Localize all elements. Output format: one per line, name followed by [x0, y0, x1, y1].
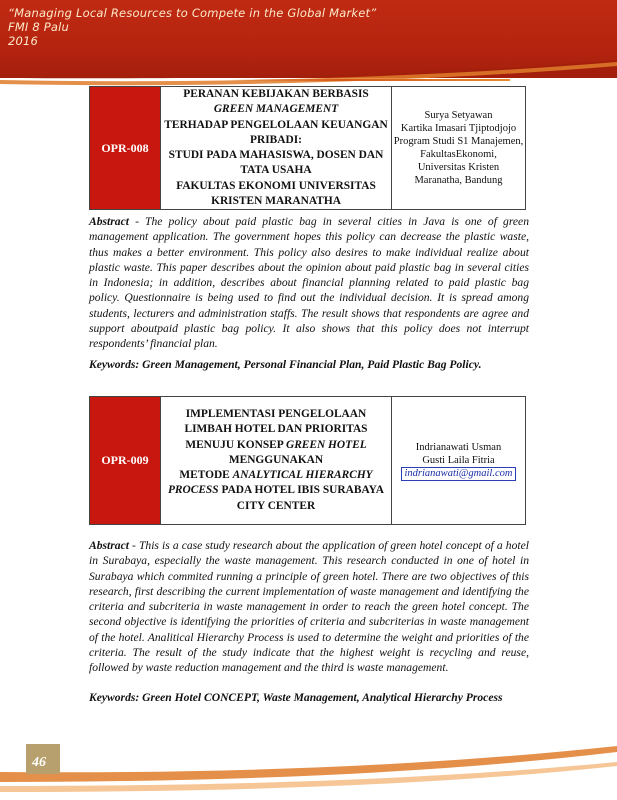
conference-header [8, 6, 376, 48]
author-name: Indrianawati Usman [415, 441, 502, 453]
abstract-label: Abstract [89, 539, 129, 552]
abstract-label: Abstract [89, 215, 129, 228]
abstract-paragraph [89, 538, 529, 676]
abstract-paragraph [89, 214, 529, 352]
author-affiliation: Program Studi S1 Manajemen, [393, 136, 524, 148]
keywords-line: Keywords: Green Management, Personal Financial Plan, Paid Plastic Bag Policy. [89, 358, 482, 371]
author-name: Surya Setyawan [424, 110, 493, 122]
page-number: 46 [32, 755, 46, 770]
author-name: Kartika Imasari Tjiptodjojo [400, 123, 517, 135]
author-affiliation: FakultasEkonomi, [420, 149, 497, 161]
paper-code: OPR-009 [90, 397, 161, 525]
paper-title: PERANAN KEBIJAKAN BERBASIS GREEN MANAGEMENT TERHADAP PENGELOLAAN KEUANGAN PRIBADI: STUDI PADA MAHASISWA, DOSEN DAN TATA USAHA FAKULTAS EKONOMI UNIVERSITAS KRISTEN MARANATHA [161, 87, 392, 210]
conference-theme: “Managing Local Resources to Compete in the Global Market” [8, 6, 377, 20]
abstract-text: - The policy about paid plastic bag in several cities in Java is one of green management application. The government hopes this policy can decrease the plastic waste, thus makes a better environment. This policy also desires to make individual realize about plastic waste. This paper describes about the opinion about paid plastic bag in several cities in Indonesia; in addition, describes about financial planning related to paid plastic bag policy. Questionnaire is being used to find out the individual decision. It is spread among students, lecturers and administration staffs. The result shows that respondents are agree and support aboutpaid plastic bag policy. It also shows that this policy does not interrupt respondents’ financial plan. [89, 215, 529, 351]
conference-name: FMI 8 Palu [8, 20, 70, 34]
author-name: Gusti Laila Fitria [422, 454, 495, 466]
paper-entry-table [89, 86, 526, 210]
paper-code: OPR-008 [90, 87, 161, 210]
paper-title: IMPLEMENTASI PENGELOLAAN LIMBAH HOTEL DAN PRIORITAS MENUJU KONSEP GREEN HOTEL MENGGUNAKAN METODE ANALYTICAL HIERARCHY PROCESS PADA HOTEL IBIS SURABAYA CITY CENTER [161, 397, 392, 525]
author-email-link[interactable]: indrianawati@gmail.com [401, 467, 517, 481]
conference-year: 2016 [8, 34, 39, 48]
paper-authors [392, 397, 526, 525]
footer-swoosh [0, 730, 617, 800]
paper-entry-table [89, 396, 526, 525]
abstract-text: - This is a case study research about the application of green hotel concept of a hotel in Surabaya, especially the waste management. This research conducted in one of hotel in Surabaya which commited running a principle of green hotel. There are two objectives of this research, first describing the current implementation of waste management and identifying the criteria and subcriteria in waste management in order to reach the green hotel concept. The second objective is identifying the priorities of criteria and subcriterias in waste management of the hotel. Analitical Hierarchy Process is used to determine the weight and priorities of the criteria. The result of the study indicate that the highest weight is recycling and reuse, followed by waste reduction management and the third is waste management. [89, 539, 529, 675]
paper-authors [392, 87, 526, 210]
top-divider [230, 79, 510, 81]
author-affiliation: Maranatha, Bandung [414, 175, 503, 187]
keywords-line: Keywords: Green Hotel CONCEPT, Waste Management, Analytical Hierarchy Process [89, 691, 503, 704]
author-affiliation: Universitas Kristen [417, 162, 500, 174]
